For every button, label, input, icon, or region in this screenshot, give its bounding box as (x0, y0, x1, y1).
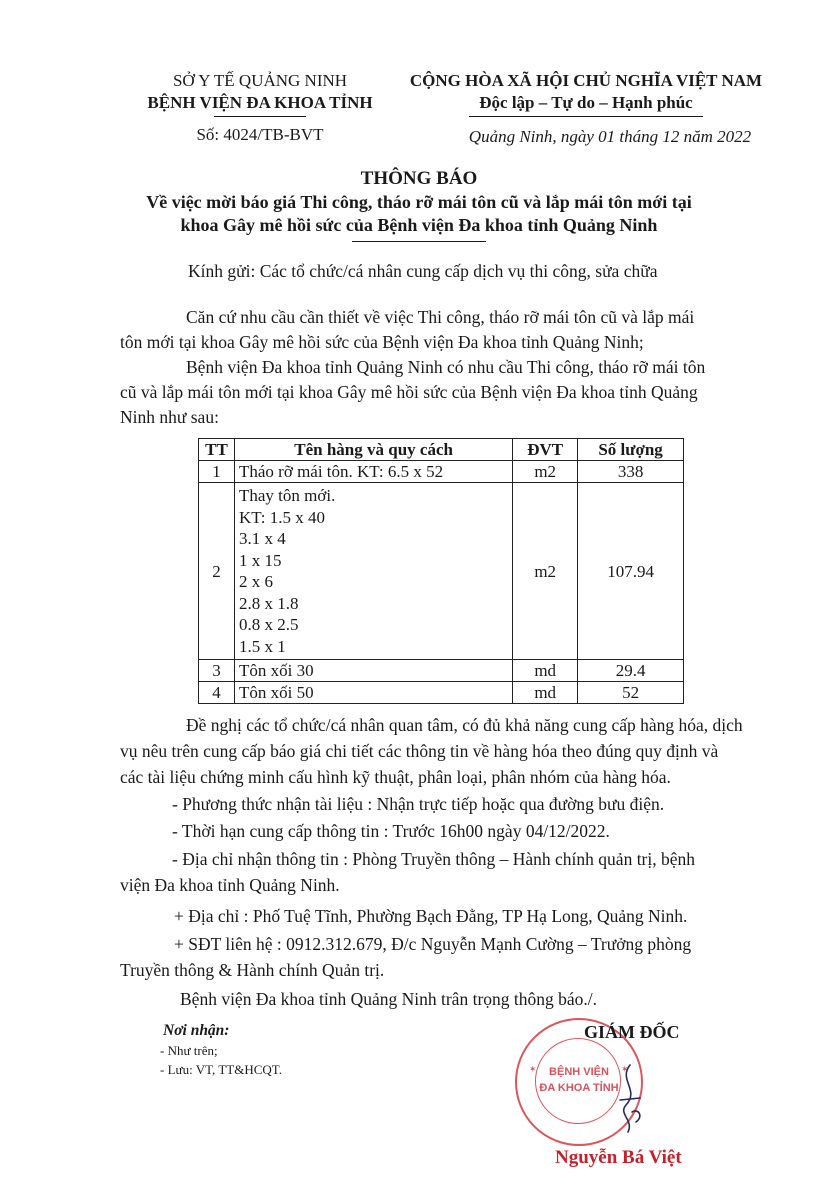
notice-subject-line1: Về việc mời báo giá Thi công, tháo rỡ mái tôn cũ và lắp mái tôn mới tại (146, 192, 692, 212)
spec-line: 1.5 x 1 (238, 636, 286, 656)
title-underline (352, 241, 486, 242)
table-row (199, 461, 684, 483)
table-header-row (199, 439, 684, 461)
address-line2: viện Đa khoa tỉnh Quảng Ninh. (120, 875, 340, 895)
table-row (199, 483, 684, 660)
table-row (199, 660, 684, 682)
cell-unit: m2 (513, 483, 578, 660)
cell-tt: 1 (199, 461, 235, 483)
intro-p1-line1: Căn cứ nhu cầu cần thiết về việc Thi công, tháo rỡ mái tôn cũ và lắp mái (186, 307, 695, 327)
request-line1: Đề nghị các tổ chức/cá nhân quan tâm, có đủ khả năng cung cấp hàng hóa, dịch (186, 715, 743, 735)
date-line: Quảng Ninh, ngày 01 tháng 12 năm 2022 (468, 127, 752, 146)
cell-name: Tháo rỡ mái tôn. KT: 6.5 x 52 (234, 461, 512, 483)
cell-name-multiline (234, 483, 512, 660)
seal-text-line2: ĐA KHOA TỈNH (539, 1082, 619, 1094)
cell-qty: 338 (578, 461, 684, 483)
deadline: - Thời hạn cung cấp thông tin : Trước 16h00 ngày 04/12/2022. (172, 821, 610, 841)
header-name: Tên hàng và quy cách (234, 439, 512, 461)
spec-line: Thay tôn mới. (238, 486, 336, 505)
request-line2: vụ nêu trên cung cấp báo giá chi tiết các thông tin về hàng hóa theo đúng quy định và (120, 741, 719, 761)
spec-line: 3.1 x 4 (238, 529, 286, 548)
recipient-item: - Như trên; (160, 1043, 218, 1058)
cell-tt: 2 (199, 483, 235, 660)
spec-line: 0.8 x 2.5 (238, 615, 299, 634)
cell-name: Tôn xối 50 (234, 682, 512, 704)
national-slogan: Độc lập – Tự do – Hạnh phúc (479, 93, 693, 112)
hospital-name: BỆNH VIỆN ĐA KHOA TỈNH (147, 93, 373, 112)
header-unit: ĐVT (513, 439, 578, 461)
intro-p2-line3: Ninh như sau: (120, 407, 219, 427)
recipient-item: - Lưu: VT, TT&HCQT. (160, 1062, 282, 1077)
request-line3: các tài liệu chứng minh cấu hình kỹ thuật, phân loại, phân nhóm của hàng hóa. (120, 767, 671, 787)
seal-star-icon: ✶ (621, 1064, 629, 1074)
intro-p1-line2: tôn mới tại khoa Gây mê hồi sức của Bệnh viện Đa khoa tỉnh Quảng Ninh; (120, 332, 644, 352)
cell-tt: 3 (199, 660, 235, 682)
signer-title: GIÁM ĐỐC (584, 1022, 680, 1042)
notice-subject-line2: khoa Gây mê hồi sức của Bệnh viện Đa khoa tỉnh Quảng Ninh (180, 215, 658, 235)
spec-line: KT: 1.5 x 40 (238, 507, 326, 527)
delivery-method: - Phương thức nhận tài liệu : Nhận trực tiếp hoặc qua đường bưu điện. (172, 794, 665, 814)
recipients-title: Nơi nhận: (163, 1022, 230, 1039)
notice-title: THÔNG BÁO (360, 168, 478, 189)
table-row (199, 682, 684, 704)
national-motto: CỘNG HÒA XÃ HỘI CHỦ NGHĨA VIỆT NAM (409, 71, 763, 90)
seal-star-icon: ✶ (529, 1064, 537, 1074)
cell-name: Tôn xối 30 (234, 660, 512, 682)
intro-p2-line2: cũ và lắp mái tôn mới tại khoa Gây mê hồi sức của Bệnh viện Đa khoa tỉnh Quảng (120, 382, 698, 402)
cell-unit: m2 (513, 461, 578, 483)
spec-line: 1 x 15 (238, 550, 282, 570)
cell-tt: 4 (199, 682, 235, 704)
signer-name: Nguyễn Bá Việt (555, 1147, 682, 1168)
spec-line: 2 x 6 (238, 572, 273, 591)
cell-unit: md (513, 682, 578, 704)
spec-line: 2.8 x 1.8 (238, 593, 299, 613)
document-number: Số: 4024/TB-BVT (196, 125, 324, 144)
seal-text-line1: BỆNH VIỆN (549, 1066, 609, 1078)
cell-qty: 107.94 (578, 483, 684, 660)
recipient-line: Kính gửi: Các tổ chức/cá nhân cung cấp dịch vụ thi công, sửa chữa (188, 261, 658, 281)
cell-unit: md (513, 660, 578, 682)
closing-line: Bệnh viện Đa khoa tỉnh Quảng Ninh trân trọng thông báo./. (180, 989, 598, 1009)
header-right-underline (469, 116, 703, 117)
header-qty: Số lượng (578, 439, 684, 461)
contact-line1: + SĐT liên hệ : 0912.312.679, Đ/c Nguyễn Mạnh Cường – Trưởng phòng (174, 934, 692, 954)
address-detail: + Địa chỉ : Phố Tuệ Tĩnh, Phường Bạch Đằng, TP Hạ Long, Quảng Ninh. (174, 906, 688, 926)
address-line1: - Địa chỉ nhận thông tin : Phòng Truyền thông – Hành chính quản trị, bệnh (172, 849, 696, 869)
contact-line2: Truyền thông & Hành chính Quản trị. (120, 960, 385, 980)
cell-qty: 29.4 (578, 660, 684, 682)
signature-scribble (600, 1060, 660, 1140)
items-table (198, 438, 684, 704)
intro-p2-line1: Bệnh viện Đa khoa tỉnh Quảng Ninh có nhu cầu Thi công, tháo rỡ mái tôn (186, 357, 706, 377)
agency-name: SỞ Y TẾ QUẢNG NINH (172, 71, 348, 90)
header-tt: TT (199, 439, 235, 461)
header-left-underline (214, 116, 306, 117)
cell-qty: 52 (578, 682, 684, 704)
